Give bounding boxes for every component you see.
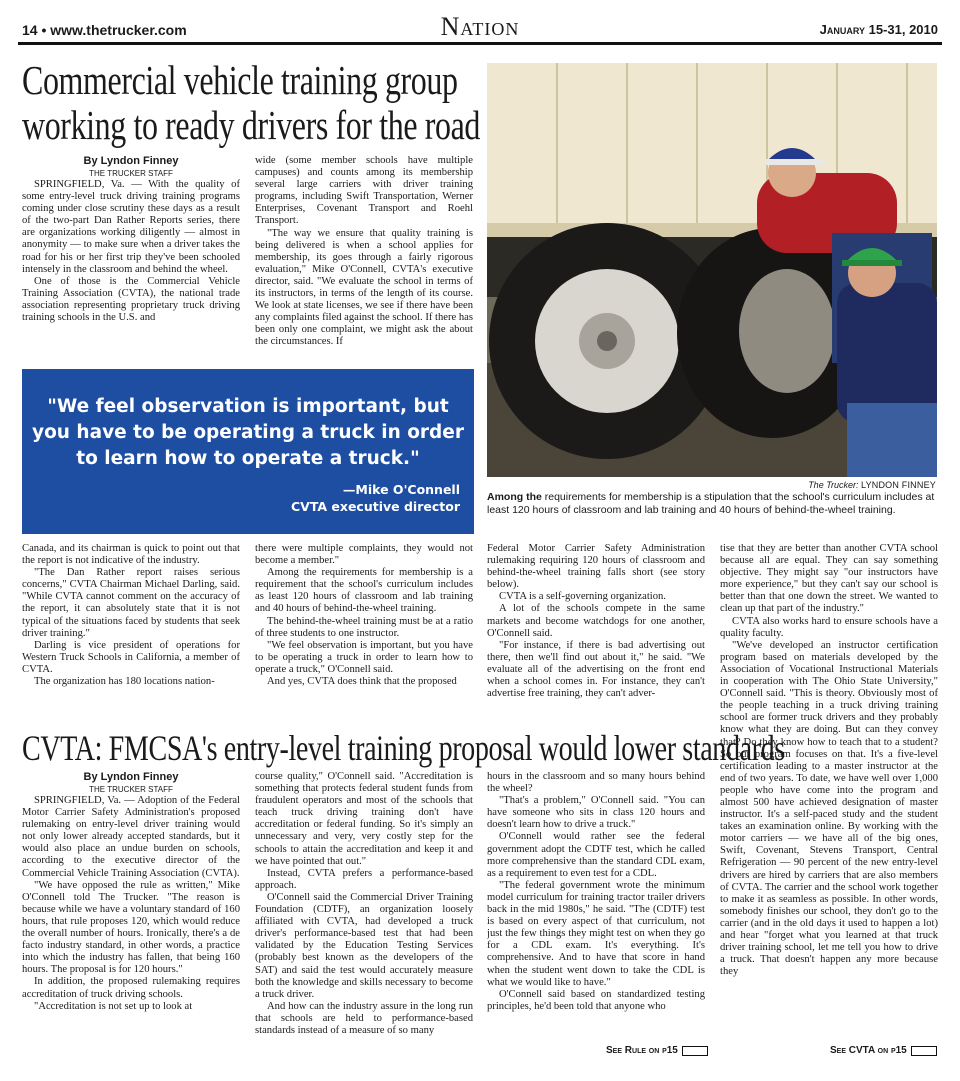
story1-paragraph: The behind-the-wheel training must be at a ratio of three students to one instructor. [255,615,473,639]
pull-quote [22,369,474,534]
issue-date: January 15-31, 2010 [819,22,938,37]
section-title: Nation [440,12,520,41]
story1-paragraph: Federal Motor Carrier Safety Administration rulemaking requiring 120 hours of classroom and behind-the-wheel training falls short (see story below). [487,543,705,591]
story1-paragraph: One of those is the Commercial Vehicle Training Association (CVTA), the national trade association representing proprietary truck driving training schools in the U.S. and [22,275,240,324]
photo-caption-text: requirements for membership is a stipulation that the school's curriculum includes at least 120 hours of classroom and lab training and 40 hours of behind-the-wheel training. [487,491,935,516]
pull-quote-author: —Mike O'Connell [342,482,460,497]
story2-headline: CVTA: FMCSA's entry-level training proposal would lower standards [22,728,785,768]
story1-paragraph: "For instance, if there is bad advertising out there, then we'll find out about it," he said. "We evaluate all of the advertising on the front end when a school comes in. For instance, they can't advertise free training, they can't adver- [487,639,705,700]
story1-paragraph: Among the requirements for membership is a requirement that the school's curriculum includes as least 120 hours of classroom and lab training and 40 hours of behind-the-wheel training. [255,567,473,615]
story1-paragraph: CVTA is a self-governing organization. [499,591,666,603]
story2-paragraph: course quality," O'Connell said. "Accreditation is something that protects federal student funds from fraudulent operators and most of the schools that teach truck driving training don't have accreditation or federal funding. So it's simply an unnecessary and very, very costly step for the schools to attain the accreditation and keep it and we have pointed that out." [255,771,473,867]
story1-paragraph: And yes, CVTA does think that the proposed [267,676,457,688]
story2-jump-text: See Rule on p15 [606,1045,678,1056]
story1-paragraph: SPRINGFIELD, Va. — With the quality of some entry-level truck driving training programs coming under close scrutiny these days as a result of the two-part Dan Rather Reports series, there are organizations working diligently — almost in anonymity — to make sure when a driver takes the road for his or her first trip they've been schooled intensely in the classroom and behind the wheel. [22,179,240,275]
story1-paragraph: tise that they are better than another CVTA school because all are equal. They can say something objective. They might say "our instructors have more experience," but they can't say our school is better than that one down the street. We wanted to clean up that part of the industry." [720,543,938,615]
photo-credit-source: The Trucker: [808,480,859,490]
truck-inspection-photo [487,63,937,477]
photo-caption-lead: Among the [487,491,542,503]
header-rule [18,42,942,45]
arrow-right-icon [911,1046,937,1056]
story1-paragraph: CVTA also works hard to ensure schools have a quality faculty. [720,615,938,639]
story1-paragraph: A lot of the schools compete in the same markets and become watchdogs for one another, O'Connell said. [487,603,705,639]
story1-column-2 [255,155,473,361]
story1-column-1 [22,155,240,359]
story1-byline: By Lyndon Finney [83,155,179,167]
story2-paragraph: SPRINGFIELD, Va. — Adoption of the Federal Motor Carrier Safety Administration's proposed rulemaking on entry-level driver training would not only lower already accepted standards, but it would also place an undue burden on schools, according to the executive director of the Commercial Vehicle Training Association (CVTA). [22,795,240,879]
story2-byline: By Lyndon Finney [83,771,179,783]
story1-column-5 [487,543,705,711]
arrow-right-icon [682,1046,708,1056]
photo-credit [808,480,936,490]
story2-paragraph: O'Connell would rather see the federal government adopt the CDTF test, which he called more comprehensive than the standard CDL exam, as a requirement to even test for a CDL. [487,831,705,879]
story2-paragraph: O'Connell said based on standardized testing principles, he'd been told that anyone who [487,988,705,1012]
story1-paragraph: "The Dan Rather report raises serious concerns," CVTA Chairman Michael Darling, said. "While CVTA cannot comment on the accuracy of the report, it can absolutely state that it is not typical of the situations faced by students that seek driver training." [22,567,240,639]
story2-column-1 [22,771,240,1071]
story2-paragraph: "Accreditation is not set up to look at [34,1000,193,1012]
story2-paragraph: "The federal government wrote the minimum model curriculum for training tractor trailer drivers back in the mid 1980s," he said. "The (CDTF) test is based on every aspect of that curriculum, not just the few things they might test on when they go for a CDL exam. It's everything. It's comprehensive. And to have that score in hand when the student went down to take the CDL is what we would like to have." [487,879,705,988]
story2-paragraph: "We have opposed the rule as written," Mike O'Connell told The Trucker. "The reason is because while we have a voluntary standard of 160 hours, that rule proposes 120, which would reduce the overall number of hours. Ironically, there's a de facto industry standard, in other words, a practice into which the industry has fallen, that being 160 hours. The proposal is for 120 hours." [22,879,240,976]
photo-credit-name: LYNDON FINNEY [861,480,936,490]
pull-quote-author-title: CVTA executive director [290,499,460,514]
story1-paragraph: there were multiple complaints, they would not become a member." [255,543,473,567]
page-number: 14 • www.thetrucker.com [22,22,187,38]
story1-paragraph: Darling is vice president of operations for Western Truck Schools in California, a member of CVTA. [22,639,240,675]
story1-paragraph: Canada, and its chairman is quick to point out that the report is not indicative of the industry. [22,543,240,567]
story1-jump-text: See CVTA on p15 [830,1045,907,1056]
story1-paragraph: "The way we ensure that quality training is being delivered is when a school applies for membership, its goes through a fairly rigorous evaluation," Mike O'Connell, CVTA's executive director, said. "We evaluate the school in terms of its instructors, in terms of the length of its course. We look at state licenses, we see if there have been any complaints filed against the school. If there has been only one complaint, we might ask the about the circumstances. If [255,227,473,348]
story1-column-3 [22,543,240,711]
story2-paragraph: O'Connell said the Commercial Driver Training Foundation (CDTF), an organization loosely affiliated with CVTA, had developed a truck driver's performance-based test that had been validated by the Education Testing Services (probably best known as the developers of the SAT) and said the test would accurately measure both the knowledge and skills necessary to become a truck driver. [255,891,473,1000]
photo-illustration [487,63,937,477]
story1-paragraph: "We feel observation is important, but you have to be operating a truck in order to learn how to operate a truck," O'Connell said. [255,639,473,675]
story1-headline: Commercial vehicle training group working to ready drivers for the road [22,57,481,148]
photo-caption [487,491,939,517]
story2-paragraph: In addition, the proposed rulemaking requires accreditation of truck driving schools. [22,976,240,1000]
pull-quote-text: "We feel observation is important, but you have to be operating a truck in order to learn how to operate a truck." [32,396,464,469]
story2-staff: THE TRUCKER STAFF [89,785,173,794]
story1-jump-link[interactable] [830,1045,937,1056]
story2-column-2 [255,771,473,1061]
story2-paragraph: And how can the industry assure in the long run that schools are held to performance-based standards instead of a measure of so many [255,1000,473,1036]
story1-paragraph: wide (some member schools have multiple campuses) and counts among its membership several large carriers with driver training programs, including Swift Transportation, Werner Enterprises, Covenant Transport and Roehl Transport. [255,155,473,227]
story1-paragraph: "We've developed an instructor certification program based on materials developed by the Association of Vocational Instructional Materials in cooperation with The Ohio State University," O'Connell said. "This is theory. Obviously most of the people teaching in a truck driving training school are former truck drivers and they probably know what they are doing. But can they convey that? Do they know how to teach that to a student? So our program focuses on that. It's a five-level certification leading to a master instructor at the end of two years. To date, we have well over 1,000 people who have come into the program and almost 500 have achieved designation of master instructor. It's a self-paced study and the student takes an examination online. By working with the motor carriers — we have all of the big ones, Swift, Covenant, Stevens Transport, Central Refrigeration — 90 percent of the new entry-level drivers are hired by carriers that are also members of CVTA. The carrier and the school work together to make it as seamless as possible. In other words, somebody finishes our school, they don't go to the carrier (and in the old days it used to happen a lot) and hear "forget what you learned at that truck driver training school, let me tell you how to drive a truck. That doesn't happen any more because they [720,639,938,978]
story1-staff: THE TRUCKER STAFF [89,169,173,178]
story2-jump-link[interactable] [606,1045,708,1056]
story2-paragraph: "That's a problem," O'Connell said. "You can have someone who sits in class 120 hours and doesn't learn how to drive a truck." [487,795,705,831]
story1-column-4 [255,543,473,711]
story1-paragraph: The organization has 180 locations nation- [34,676,215,688]
story2-paragraph: Instead, CVTA prefers a performance-based approach. [255,867,473,891]
story2-column-3 [487,771,705,1039]
story1-column-6 [720,543,938,1043]
story2-paragraph: hours in the classroom and so many hours behind the wheel? [487,771,705,795]
